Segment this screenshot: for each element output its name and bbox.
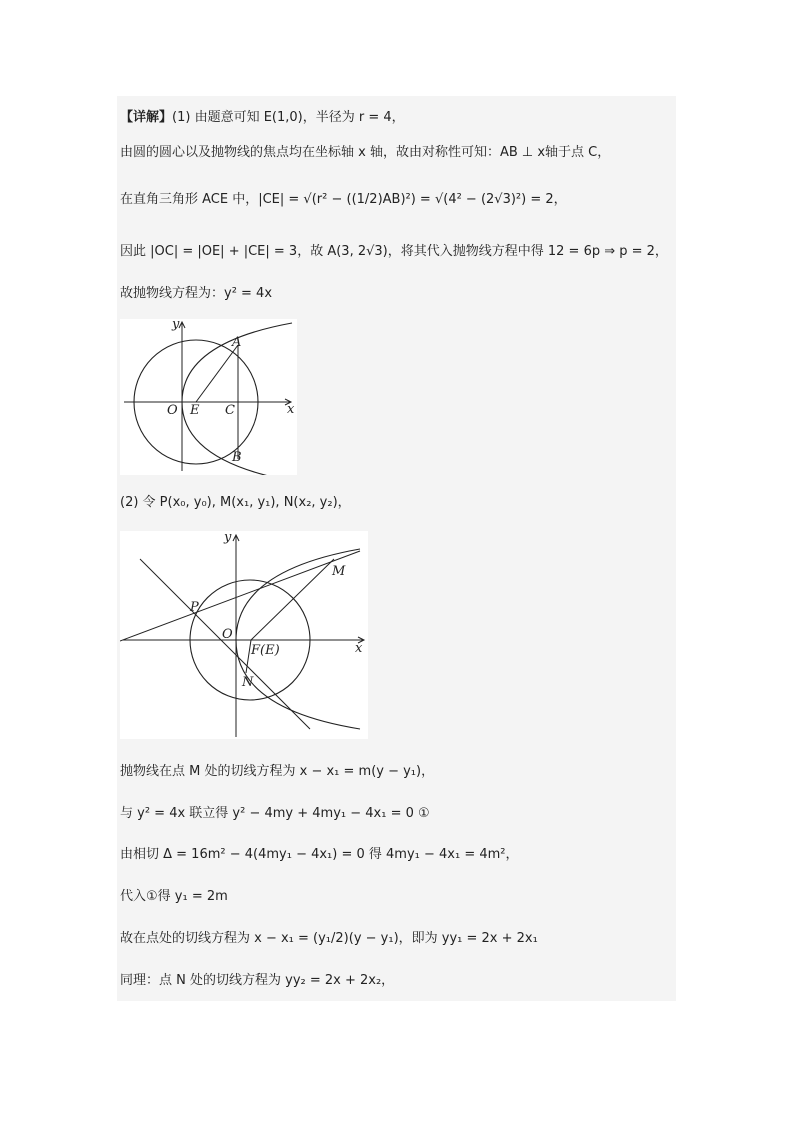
line-5: 故抛物线方程为：y² = 4x [120, 286, 273, 301]
line-7: 抛物线在点 M 处的切线方程为 x − x₁ = m(y − y₁)， [120, 764, 435, 779]
segment-ea [196, 345, 238, 402]
line-8: 与 y² = 4x 联立得 y² − 4my + 4my₁ − 4x₁ = 0 ① [120, 806, 430, 821]
segment-mf [251, 559, 334, 640]
line-9: 由相切 Δ = 16m² − 4(4my₁ − 4x₁) = 0 得 4my₁ − 4x₁ = 4m²， [120, 847, 519, 862]
label-a: A [232, 335, 242, 350]
label-b: B [232, 450, 242, 465]
label-e: E [190, 403, 200, 418]
line-1-text: (1) 由题意可知 E(1,0)，半径为 r = 4， [172, 110, 405, 125]
label-y: y [224, 531, 232, 545]
tangent-pn [140, 559, 310, 729]
label-o: O [222, 627, 233, 642]
figure-2 [120, 531, 368, 739]
label-m: M [332, 564, 346, 579]
label-y: y [172, 319, 180, 332]
label-o: O [167, 403, 178, 418]
tangent-pm [120, 551, 360, 641]
line-1 [120, 108, 405, 128]
label-f: F(E) [251, 643, 280, 658]
line-10: 代入①得 y₁ = 2m [120, 889, 228, 904]
figure-1-svg [120, 319, 297, 475]
line-11: 故在点处的切线方程为 x − x₁ = (y₁/2)(y − y₁)，即为 yy₁ = 2x + 2x₁ [120, 931, 538, 946]
line-6: (2) 令 P(x₀, y₀), M(x₁, y₁), N(x₂, y₂)， [120, 495, 351, 510]
label-c: C [225, 403, 235, 418]
line-4: 因此 |OC| = |OE| + |CE| = 3，故 A(3, 2√3)，将其代入抛物线方程中得 12 = 6p ⇒ p = 2， [120, 244, 668, 259]
line-3: 在直角三角形 ACE 中，|CE| = √(r² − ((1/2)AB)²) = √(4² − (2√3)²) = 2， [120, 192, 567, 207]
solution-heading: 【详解】 [120, 110, 173, 125]
label-p: P [190, 600, 199, 615]
label-x: x [287, 402, 295, 417]
line-2: 由圆的圆心以及抛物线的焦点均在坐标轴 x 轴，故由对称性可知：AB ⊥ x轴于点 C， [120, 145, 611, 160]
figure-2-svg [120, 531, 368, 739]
line-12: 同理：点 N 处的切线方程为 yy₂ = 2x + 2x₂， [120, 973, 395, 988]
label-x: x [355, 641, 363, 656]
label-n: N [242, 675, 254, 690]
figure-1 [120, 319, 297, 475]
